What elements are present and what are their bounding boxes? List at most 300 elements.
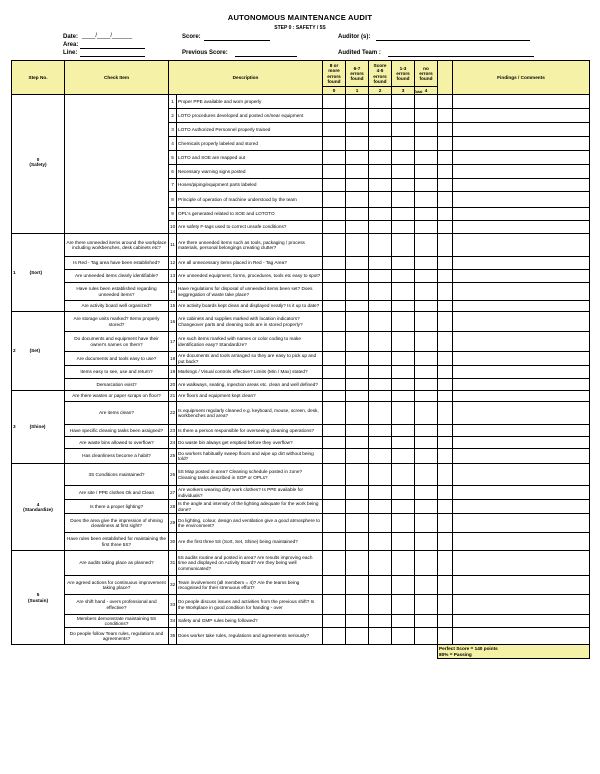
score-cell[interactable] <box>415 179 438 192</box>
score-cell[interactable] <box>392 595 415 615</box>
total-cell[interactable] <box>438 576 453 595</box>
score-cell[interactable] <box>323 332 346 352</box>
score-cell[interactable] <box>392 270 415 283</box>
line-field[interactable] <box>80 56 145 57</box>
score-value-2: 2 <box>369 87 392 95</box>
score-cell[interactable] <box>323 615 346 628</box>
total-cell[interactable] <box>438 449 453 464</box>
score-cell[interactable] <box>369 257 392 270</box>
score-cell[interactable] <box>346 449 369 464</box>
score-cell[interactable] <box>392 95 415 109</box>
findings-cell[interactable] <box>453 551 590 576</box>
findings-cell[interactable] <box>453 500 590 514</box>
score-cell[interactable] <box>323 234 346 257</box>
score-cell[interactable] <box>323 165 346 179</box>
score-cell[interactable] <box>369 179 392 192</box>
findings-cell[interactable] <box>453 234 590 257</box>
score-cell[interactable] <box>415 379 438 391</box>
findings-cell[interactable] <box>453 425 590 437</box>
score-cell[interactable] <box>346 615 369 628</box>
score-cell[interactable] <box>369 551 392 576</box>
findings-cell[interactable] <box>453 402 590 425</box>
passing-text: 80% = Passing <box>439 651 472 657</box>
score-cell[interactable] <box>415 257 438 270</box>
total-cell[interactable] <box>438 234 453 257</box>
score-cell[interactable] <box>369 425 392 437</box>
score-cell[interactable] <box>369 123 392 137</box>
score-cell[interactable] <box>346 123 369 137</box>
score-cell[interactable] <box>369 352 392 366</box>
findings-cell[interactable] <box>453 109 590 123</box>
score-cell[interactable] <box>415 449 438 464</box>
total-cell[interactable] <box>438 486 453 500</box>
score-cell[interactable] <box>415 500 438 514</box>
findings-cell[interactable] <box>453 208 590 221</box>
item-number: 28 <box>169 500 177 514</box>
total-cell[interactable] <box>438 165 453 179</box>
score-cell[interactable] <box>346 402 369 425</box>
score-cell[interactable] <box>369 312 392 332</box>
score-cell[interactable] <box>392 500 415 514</box>
score-cell[interactable] <box>323 628 346 645</box>
score-cell[interactable] <box>415 437 438 449</box>
score-cell[interactable] <box>415 628 438 645</box>
score-cell[interactable] <box>392 257 415 270</box>
score-cell[interactable] <box>415 234 438 257</box>
score-cell[interactable] <box>323 123 346 137</box>
item-number: 25 <box>169 449 177 464</box>
total-cell[interactable] <box>438 464 453 486</box>
table-row <box>12 449 590 464</box>
score-cell[interactable] <box>415 151 438 165</box>
score-cell[interactable] <box>323 486 346 500</box>
findings-cell[interactable] <box>453 437 590 449</box>
score-cell[interactable] <box>323 437 346 449</box>
score-cell[interactable] <box>392 221 415 234</box>
total-cell[interactable] <box>438 283 453 301</box>
score-cell[interactable] <box>415 208 438 221</box>
score-cell[interactable] <box>392 109 415 123</box>
findings-cell[interactable] <box>453 486 590 500</box>
score-cell[interactable] <box>323 449 346 464</box>
findings-cell[interactable] <box>453 165 590 179</box>
score-cell[interactable] <box>323 352 346 366</box>
score-cell[interactable] <box>392 533 415 551</box>
score-cell[interactable] <box>392 551 415 576</box>
score-cell[interactable] <box>415 165 438 179</box>
score-cell[interactable] <box>369 208 392 221</box>
table-row <box>12 312 590 332</box>
findings-cell[interactable] <box>453 449 590 464</box>
score-cell[interactable] <box>392 486 415 500</box>
score-cell[interactable] <box>346 576 369 595</box>
score-cell[interactable] <box>323 95 346 109</box>
score-cell[interactable] <box>392 425 415 437</box>
score-cell[interactable] <box>369 595 392 615</box>
step-name: (Sustain) <box>27 597 49 603</box>
findings-cell[interactable] <box>453 514 590 533</box>
item-number: 29 <box>169 514 177 533</box>
findings-cell[interactable] <box>453 270 590 283</box>
score-cell[interactable] <box>369 109 392 123</box>
score-cell[interactable] <box>392 615 415 628</box>
findings-cell[interactable] <box>453 283 590 301</box>
total-cell[interactable] <box>438 366 453 379</box>
score-cell[interactable] <box>415 391 438 402</box>
total-cell[interactable] <box>438 208 453 221</box>
item-number: 27 <box>169 486 177 500</box>
score-cell[interactable] <box>323 514 346 533</box>
score-cell[interactable] <box>392 379 415 391</box>
findings-cell[interactable] <box>453 257 590 270</box>
score-cell[interactable] <box>369 301 392 312</box>
step-number: 0 <box>36 157 40 162</box>
check-item-cell: 3S Conditions maintained? <box>65 464 169 486</box>
item-number: 9 <box>169 208 177 221</box>
score-cell[interactable] <box>369 533 392 551</box>
score-cell[interactable] <box>415 425 438 437</box>
score-cell[interactable] <box>346 234 369 257</box>
date-field[interactable]: ____/____/______ <box>82 33 133 39</box>
score-cell[interactable] <box>346 221 369 234</box>
score-cell[interactable] <box>369 151 392 165</box>
score-cell[interactable] <box>346 425 369 437</box>
total-cell[interactable] <box>438 109 453 123</box>
score-cell[interactable] <box>392 437 415 449</box>
check-item-cell: Are there unneeded items around the workplace including workbenches, desk cabinets etc? <box>65 234 169 257</box>
total-cell[interactable] <box>438 615 453 628</box>
findings-cell[interactable] <box>453 301 590 312</box>
findings-cell[interactable] <box>453 221 590 234</box>
score-cell[interactable] <box>346 628 369 645</box>
audited-team-field[interactable] <box>388 56 534 57</box>
check-item-cell: Is Red - Tag area have been established? <box>65 257 169 270</box>
score-cell[interactable] <box>415 366 438 379</box>
total-cell[interactable] <box>438 257 453 270</box>
auditor-field[interactable] <box>376 40 530 41</box>
table-row <box>12 379 590 391</box>
score-cell[interactable] <box>415 464 438 486</box>
score-cell[interactable] <box>346 109 369 123</box>
check-item-cell: Are unneeded items clearly identifiable? <box>65 270 169 283</box>
score-cell[interactable] <box>323 595 346 615</box>
score-cell[interactable] <box>323 366 346 379</box>
table-row <box>12 352 590 366</box>
step-cell <box>12 312 65 391</box>
score-cell[interactable] <box>415 352 438 366</box>
score-cell[interactable] <box>369 332 392 352</box>
check-item-cell: Are site / PPE clothes Ok and Clean <box>65 486 169 500</box>
score-cell[interactable] <box>346 366 369 379</box>
total-cell[interactable] <box>438 514 453 533</box>
score-cell[interactable] <box>369 95 392 109</box>
total-cell[interactable] <box>438 221 453 234</box>
total-cell[interactable] <box>438 270 453 283</box>
score-cell[interactable] <box>323 425 346 437</box>
score-cell[interactable] <box>392 514 415 533</box>
table-row <box>12 301 590 312</box>
total-cell[interactable] <box>438 123 453 137</box>
score-cell[interactable] <box>415 551 438 576</box>
total-cell[interactable] <box>438 312 453 332</box>
score-cell[interactable] <box>392 192 415 208</box>
findings-cell[interactable] <box>453 179 590 192</box>
check-item-cell: Does the area give the impression of shining cleanliness at first sight? <box>65 514 169 533</box>
area-field[interactable] <box>80 48 145 49</box>
score-cell[interactable] <box>323 576 346 595</box>
score-cell[interactable] <box>346 283 369 301</box>
item-description: Are documents and tools arranged so they are easy to pick up and put back? <box>177 352 323 366</box>
score-cell[interactable] <box>346 95 369 109</box>
item-description: LOTO and SOE are mapped out <box>177 151 323 165</box>
check-item-cell: Is there a proper lighting? <box>65 500 169 514</box>
score-cell[interactable] <box>346 464 369 486</box>
item-description: Necessary warning signs posted <box>177 165 323 179</box>
score-cell[interactable] <box>392 208 415 221</box>
score-cell[interactable] <box>323 270 346 283</box>
score-cell[interactable] <box>346 165 369 179</box>
score-cell[interactable] <box>369 486 392 500</box>
findings-cell[interactable] <box>453 533 590 551</box>
score-cell[interactable] <box>323 402 346 425</box>
score-level-3-label: 1-3 errors found <box>392 61 415 87</box>
findings-cell[interactable] <box>453 332 590 352</box>
score-cell[interactable] <box>346 437 369 449</box>
score-cell[interactable] <box>415 109 438 123</box>
score-cell[interactable] <box>323 137 346 151</box>
score-cell[interactable] <box>346 391 369 402</box>
score-cell[interactable] <box>415 283 438 301</box>
total-cell[interactable] <box>438 500 453 514</box>
score-cell[interactable] <box>346 270 369 283</box>
total-cell[interactable] <box>438 137 453 151</box>
item-description: Do workers habitually sweep floors and wipe up dirt without being told? <box>177 449 323 464</box>
table-row <box>12 576 590 595</box>
score-cell[interactable] <box>369 137 392 151</box>
total-cell[interactable] <box>438 628 453 645</box>
score-cell[interactable] <box>392 179 415 192</box>
total-cell[interactable] <box>438 595 453 615</box>
score-cell[interactable] <box>369 391 392 402</box>
score-cell[interactable] <box>415 270 438 283</box>
item-number: 6 <box>169 165 177 179</box>
score-cell[interactable] <box>369 402 392 425</box>
score-cell[interactable] <box>392 137 415 151</box>
findings-cell[interactable] <box>453 615 590 628</box>
score-cell[interactable] <box>346 151 369 165</box>
item-number: 14 <box>169 283 177 301</box>
score-cell[interactable] <box>369 576 392 595</box>
findings-cell[interactable] <box>453 352 590 366</box>
score-cell[interactable] <box>323 464 346 486</box>
score-cell[interactable] <box>369 628 392 645</box>
score-cell[interactable] <box>415 533 438 551</box>
score-cell[interactable] <box>323 109 346 123</box>
score-cell[interactable] <box>323 151 346 165</box>
item-number: 13 <box>169 270 177 283</box>
score-cell[interactable] <box>392 464 415 486</box>
score-cell[interactable] <box>346 486 369 500</box>
score-cell[interactable] <box>392 352 415 366</box>
item-description: Team involvement (all members = 4)? Are the teams being recognised for their strenuous effort? <box>177 576 323 595</box>
check-item-cell: Do documents and equipment have their owner's names on them? <box>65 332 169 352</box>
table-row <box>12 464 590 486</box>
findings-cell[interactable] <box>453 123 590 137</box>
total-cell[interactable] <box>438 379 453 391</box>
total-cell[interactable] <box>438 425 453 437</box>
score-cell[interactable] <box>369 379 392 391</box>
score-cell[interactable] <box>323 312 346 332</box>
score-value-1: 1 <box>346 87 369 95</box>
score-cell[interactable] <box>369 221 392 234</box>
score-cell[interactable] <box>415 221 438 234</box>
item-number: 5 <box>169 151 177 165</box>
score-cell[interactable] <box>369 165 392 179</box>
score-cell[interactable] <box>346 533 369 551</box>
score-cell[interactable] <box>415 123 438 137</box>
score-cell[interactable] <box>369 366 392 379</box>
score-cell[interactable] <box>346 208 369 221</box>
score-cell[interactable] <box>392 391 415 402</box>
score-cell[interactable] <box>346 257 369 270</box>
score-cell[interactable] <box>346 332 369 352</box>
score-cell[interactable] <box>346 595 369 615</box>
score-cell[interactable] <box>415 95 438 109</box>
total-cell[interactable] <box>438 179 453 192</box>
score-cell[interactable] <box>346 312 369 332</box>
score-cell[interactable] <box>392 123 415 137</box>
score-cell[interactable] <box>369 449 392 464</box>
total-cell[interactable] <box>438 301 453 312</box>
score-cell[interactable] <box>323 301 346 312</box>
score-cell[interactable] <box>346 301 369 312</box>
score-cell[interactable] <box>369 500 392 514</box>
score-cell[interactable] <box>369 615 392 628</box>
previous-score-field[interactable] <box>235 56 297 57</box>
score-cell[interactable] <box>415 402 438 425</box>
score-value-0: 0 <box>323 87 346 95</box>
item-number: 34 <box>169 615 177 628</box>
findings-cell[interactable] <box>453 391 590 402</box>
check-item-cell: Are shift hand - overs professional and effective? <box>65 595 169 615</box>
score-cell[interactable] <box>346 192 369 208</box>
score-cell[interactable] <box>346 551 369 576</box>
findings-cell[interactable] <box>453 379 590 391</box>
findings-cell[interactable] <box>453 366 590 379</box>
table-row <box>12 366 590 379</box>
findings-cell[interactable] <box>453 95 590 109</box>
item-number: 35 <box>169 628 177 645</box>
total-cell[interactable] <box>438 437 453 449</box>
item-number: 21 <box>169 391 177 402</box>
findings-cell[interactable] <box>453 137 590 151</box>
score-cell[interactable] <box>346 500 369 514</box>
score-cell[interactable] <box>323 179 346 192</box>
total-cell[interactable] <box>438 352 453 366</box>
score-cell[interactable] <box>323 533 346 551</box>
score-cell[interactable] <box>369 234 392 257</box>
score-cell[interactable] <box>392 576 415 595</box>
score-cell[interactable] <box>415 486 438 500</box>
score-cell[interactable] <box>392 628 415 645</box>
score-cell[interactable] <box>415 615 438 628</box>
score-cell[interactable] <box>415 514 438 533</box>
item-description: 5S audits routine and posted in area? Are results improving each time and displayed on Activity Board? Are they being well communicated? <box>177 551 323 576</box>
score-cell[interactable] <box>415 301 438 312</box>
total-cell[interactable] <box>438 151 453 165</box>
score-cell[interactable] <box>346 379 369 391</box>
score-cell[interactable] <box>369 192 392 208</box>
findings-cell[interactable] <box>453 628 590 645</box>
score-cell[interactable] <box>323 551 346 576</box>
item-description: Are unneeded equipment, forms, procedures, tools etc easy to spot? <box>177 270 323 283</box>
score-field[interactable] <box>204 40 270 41</box>
score-cell[interactable] <box>392 332 415 352</box>
score-cell[interactable] <box>323 192 346 208</box>
item-description: Are floors and equipment kept clean? <box>177 391 323 402</box>
score-cell[interactable] <box>369 514 392 533</box>
score-cell[interactable] <box>392 366 415 379</box>
total-cell[interactable] <box>438 332 453 352</box>
score-cell[interactable] <box>392 283 415 301</box>
check-item-header: Check Item <box>65 61 169 95</box>
total-cell[interactable] <box>438 391 453 402</box>
score-cell[interactable] <box>415 332 438 352</box>
score-cell[interactable] <box>323 257 346 270</box>
total-cell[interactable] <box>438 95 453 109</box>
score-cell[interactable] <box>323 379 346 391</box>
score-cell[interactable] <box>415 137 438 151</box>
score-cell[interactable] <box>392 312 415 332</box>
findings-cell[interactable] <box>453 192 590 208</box>
score-cell[interactable] <box>369 283 392 301</box>
score-cell[interactable] <box>369 270 392 283</box>
findings-cell[interactable] <box>453 576 590 595</box>
total-cell[interactable] <box>438 192 453 208</box>
findings-cell[interactable] <box>453 151 590 165</box>
total-cell[interactable] <box>438 533 453 551</box>
total-cell[interactable] <box>438 551 453 576</box>
score-cell[interactable] <box>392 234 415 257</box>
findings-cell[interactable] <box>453 595 590 615</box>
score-cell[interactable] <box>415 595 438 615</box>
score-cell[interactable] <box>369 464 392 486</box>
score-cell[interactable] <box>392 402 415 425</box>
score-cell[interactable] <box>392 151 415 165</box>
score-cell[interactable] <box>346 352 369 366</box>
score-cell[interactable] <box>323 208 346 221</box>
score-cell[interactable] <box>415 312 438 332</box>
score-value-3: 3 <box>392 87 415 95</box>
score-cell[interactable] <box>346 137 369 151</box>
check-item-cell: Have rules been established regarding unneeded items? <box>65 283 169 301</box>
score-cell[interactable] <box>392 449 415 464</box>
score-cell[interactable] <box>323 283 346 301</box>
score-cell[interactable] <box>369 437 392 449</box>
findings-cell[interactable] <box>453 312 590 332</box>
score-cell[interactable] <box>346 514 369 533</box>
score-cell[interactable] <box>415 576 438 595</box>
findings-cell[interactable] <box>453 464 590 486</box>
score-cell[interactable] <box>323 221 346 234</box>
score-cell[interactable] <box>415 192 438 208</box>
score-cell[interactable] <box>346 179 369 192</box>
total-cell[interactable] <box>438 402 453 425</box>
score-cell[interactable] <box>392 165 415 179</box>
score-cell[interactable] <box>392 301 415 312</box>
score-cell[interactable] <box>323 391 346 402</box>
score-cell[interactable] <box>323 500 346 514</box>
